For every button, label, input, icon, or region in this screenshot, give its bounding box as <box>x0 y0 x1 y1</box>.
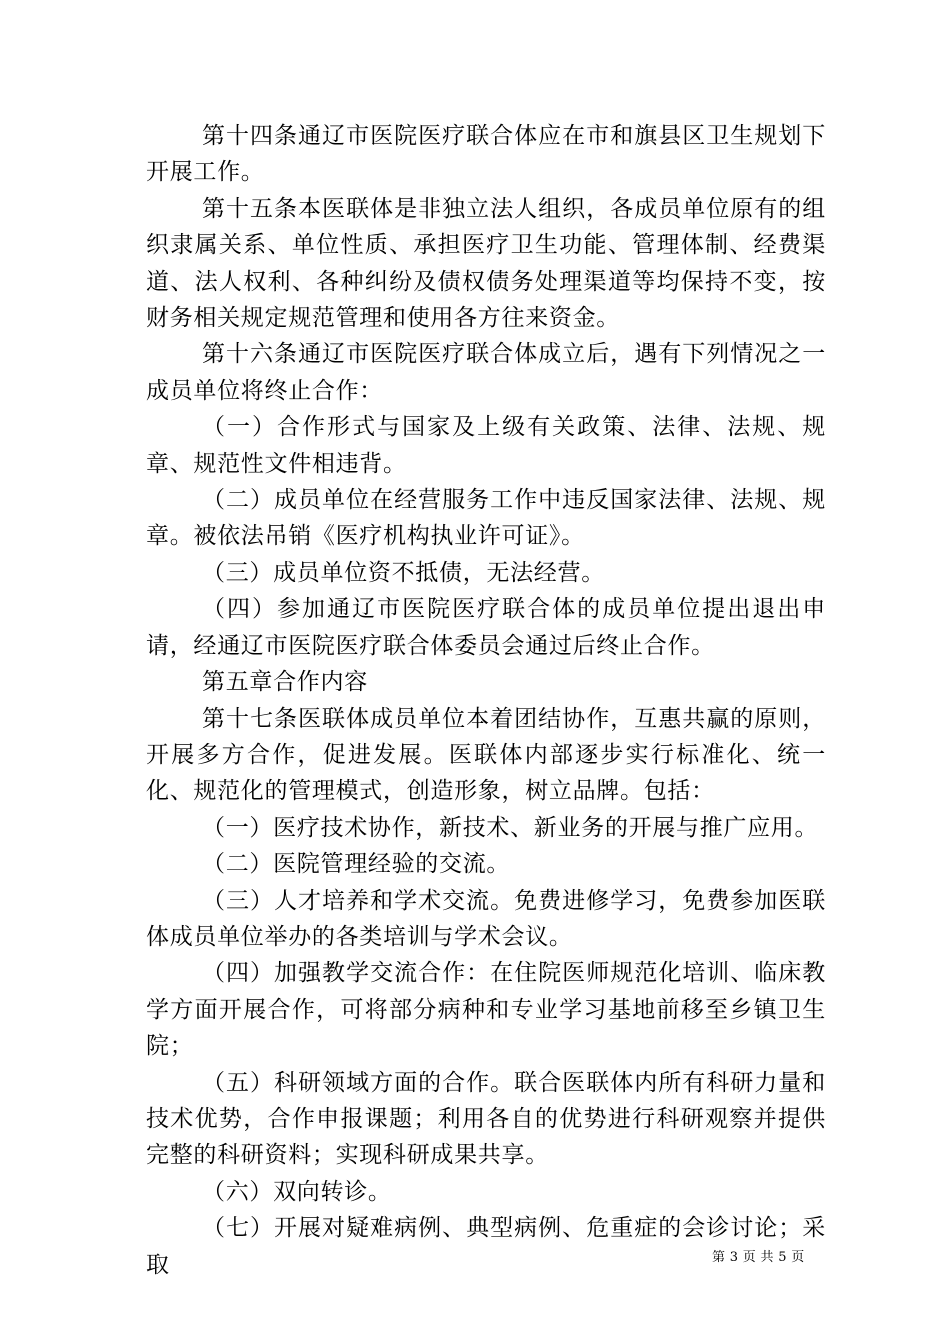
article-15-paragraph: 第十五条本医联体是非独立法人组织，各成员单位原有的组织隶属关系、单位性质、承担医疗卫生功能、管理体制、经费渠道、法人权利、各种纠纷及债权债务处理渠道等均保持不变，按财务相关规定规范管理和使用各方往来资金。 <box>146 195 826 332</box>
article-17-item-2: （二）医院管理经验的交流。 <box>202 851 511 878</box>
article-17-item-5: （五）科研领域方面的合作。联合医联体内所有科研力量和技术优势，合作申报课题；利用各自的优势进行科研观察并提供完整的科研资料；实现科研成果共享。 <box>146 1069 826 1169</box>
article-16-item-1: （一）合作形式与国家及上级有关政策、法律、法规、规章、规范性文件相违背。 <box>146 414 826 477</box>
page-number-footer: 第 3 页 共 5 页 <box>712 1250 805 1265</box>
document-body <box>146 118 826 1283</box>
article-17-item-7: （七）开展对疑难病例、典型病例、危重症的会诊讨论；采取 <box>146 1215 826 1278</box>
article-17-paragraph: 第十七条医联体成员单位本着团结协作，互惠共赢的原则，开展多方合作，促进发展。医联体内部逐步实行标准化、统一化、规范化的管理模式，创造形象，树立品牌。包括： <box>146 705 826 805</box>
article-16-paragraph: 第十六条通辽市医院医疗联合体成立后，遇有下列情况之一成员单位将终止合作： <box>146 341 826 404</box>
article-16-item-2: （二）成员单位在经营服务工作中违反国家法律、法规、规章。被依法吊销《医疗机构执业许可证》。 <box>146 487 826 550</box>
chapter-5-heading: 第五章合作内容 <box>202 669 368 696</box>
article-14-paragraph: 第十四条通辽市医院医疗联合体应在市和旗县区卫生规划下开展工作。 <box>146 123 826 186</box>
article-17-item-4: （四）加强教学交流合作：在住院医师规范化培训、临床教学方面开展合作，可将部分病种和专业学习基地前移至乡镇卫生院； <box>146 960 826 1060</box>
article-16-item-4: （四）参加通辽市医院医疗联合体的成员单位提出退出申请，经通辽市医院医疗联合体委员会通过后终止合作。 <box>146 596 826 659</box>
article-16-item-3: （三）成员单位资不抵债，无法经营。 <box>202 559 605 586</box>
article-17-item-3: （三）人才培养和学术交流。免费进修学习，免费参加医联体成员单位举办的各类培训与学术会议。 <box>146 887 826 950</box>
article-17-item-1: （一）医疗技术协作，新技术、新业务的开展与推广应用。 <box>202 814 819 841</box>
article-17-item-6: （六）双向转诊。 <box>202 1178 392 1205</box>
